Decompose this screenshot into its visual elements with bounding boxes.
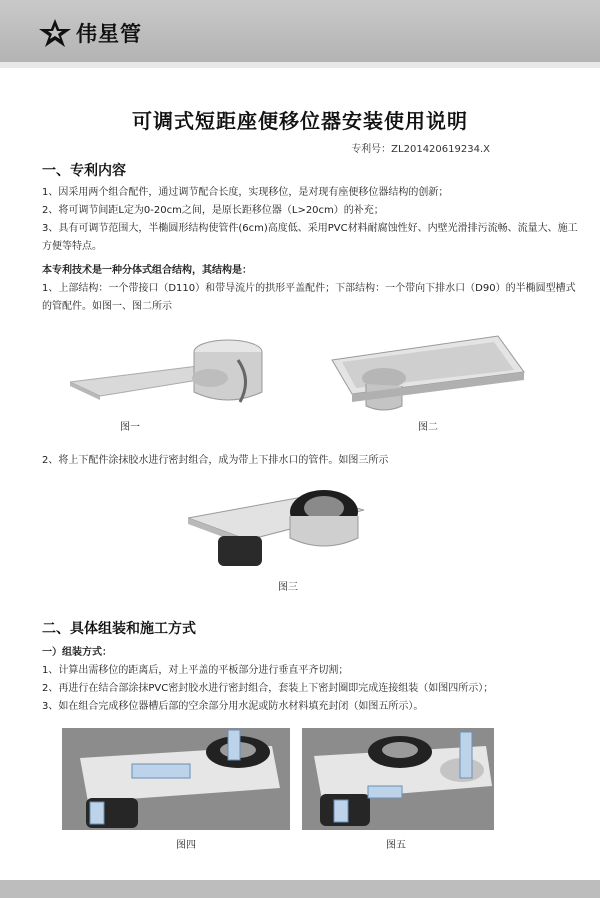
- section2-item-1: 1、计算出需移位的距离后，对上平盖的平板部分进行垂直平齐切割；: [42, 665, 349, 676]
- header-band: [0, 62, 600, 68]
- section2-item-2: 2、再进行在结合部涂抹PVC密封胶水进行密封组合，套装上下密封圈即完成连接组装（如图四所示）；: [42, 683, 494, 694]
- section2-subheading: 一）组装方式：: [42, 647, 112, 658]
- patent-number: 专利号：ZL201420619234.X: [351, 144, 490, 155]
- page-title: 可调式短距座便移位器安装使用说明: [132, 109, 468, 133]
- figure5-photo: [302, 728, 494, 830]
- section1-item-2: 2、将可调节间距L定为0-20cm之间，是原长距移位器（L>20cm）的补充；: [42, 205, 384, 216]
- star-logo-icon: [38, 18, 72, 48]
- figure2-photo: [318, 326, 528, 414]
- step2-text: 2、将上下配件涂抹胶水进行密封组合，成为带上下排水口的管件。如图三所示: [42, 455, 389, 466]
- figure3-caption: 图三: [278, 582, 298, 593]
- figure4-photo: [62, 728, 290, 830]
- section2-heading: 二、具体组装和施工方式: [42, 621, 196, 637]
- figure2-caption: 图二: [418, 422, 438, 433]
- section1-heading: 一、专利内容: [42, 163, 126, 179]
- footer-bar: [0, 880, 600, 898]
- figure1-photo: [70, 330, 270, 410]
- section2-item-3: 3、如在组合完成移位器槽后部的空余部分用水泥或防水材料填充封闭（如图五所示）。: [42, 701, 424, 712]
- brand-logo: [38, 18, 142, 48]
- brand-name: 伟星管: [76, 22, 142, 46]
- section1-item-1: 1、因采用两个组合配件，通过调节配合长度，实现移位，是对现有座便移位器结构的创新；: [42, 187, 449, 198]
- figure1-caption: 图一: [120, 422, 140, 433]
- section1-item-3: 3、具有可调节范围大，半椭圆形结构使管件(6cm)高度低、采用PVC材料耐腐蚀性好、内壁光滑排污流畅、流量大、施工方便等特点。: [42, 223, 578, 252]
- structure-title: 本专利技术是一种分体式组合结构，其结构是：: [42, 265, 252, 276]
- figure4-caption: 图四: [176, 840, 196, 851]
- structure-text: 1、上部结构：一个带接口（D110）和带导流片的拱形平盖配件；下部结构：一个带向下排水口（D90）的半椭圆型槽式的管配件。如图一、图二所示: [42, 283, 576, 312]
- figure5-caption: 图五: [386, 840, 406, 851]
- figure3-photo: [188, 482, 368, 574]
